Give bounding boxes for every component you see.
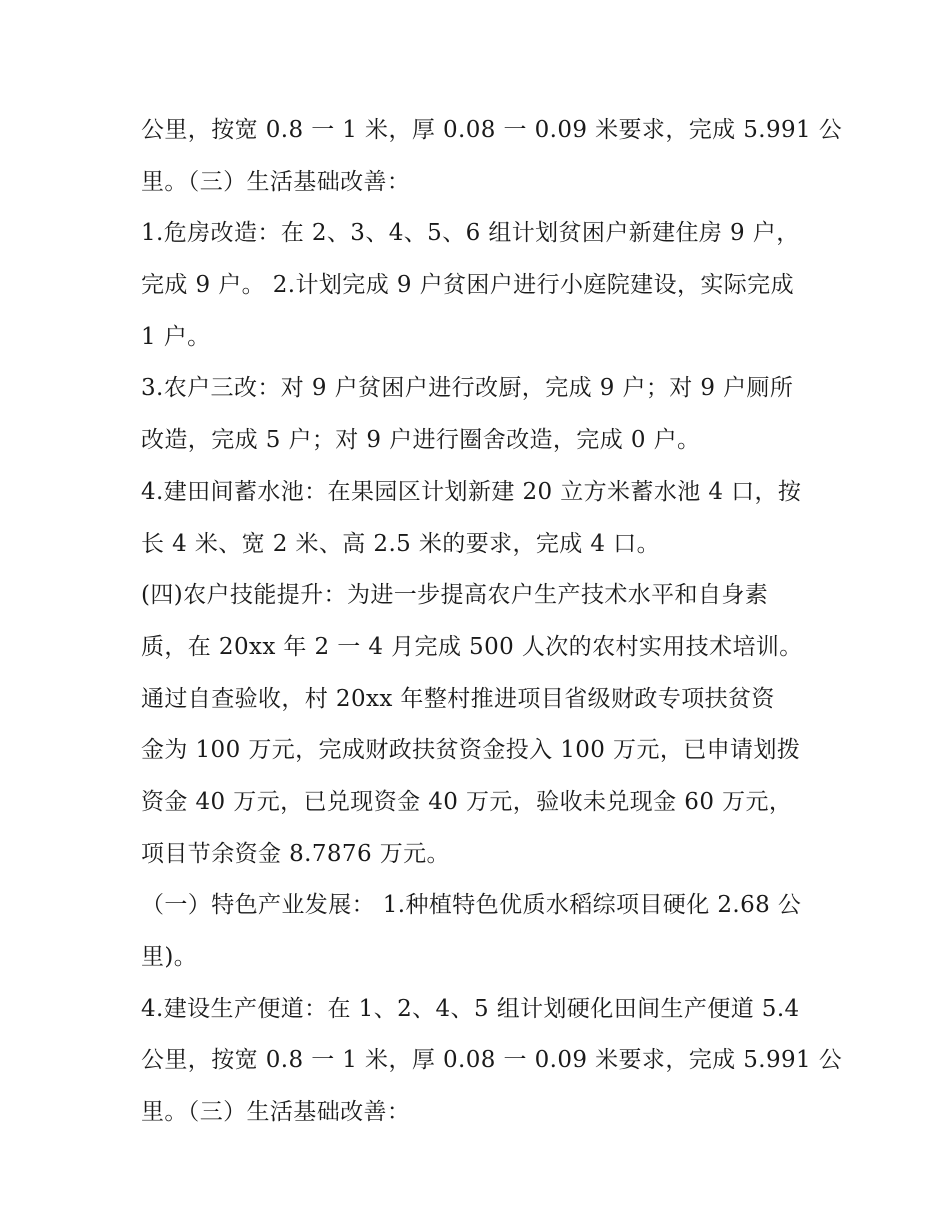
text-line: 里。（三）生活基础改善：	[141, 1099, 411, 1126]
text-line: 改造，完成 5 户；对 9 户进行圈舍改造，完成 0 户。	[141, 427, 701, 454]
body-text	[141, 105, 841, 1139]
text-line: 1.危房改造：在 2、3、4、5、6 组计划贫困户新建住房 9 户，	[141, 220, 800, 247]
text-line: 里)。	[141, 944, 198, 970]
text-line: 4.建田间蓄水池：在果园区计划新建 20 立方米蓄水池 4 口，按	[141, 478, 802, 505]
text-line: 质，在 20xx 年 2 一 4 月完成 500 人次的农村实用技术培训。	[141, 633, 803, 660]
text-line: 项目节余资金 8.7876 万元。	[141, 840, 450, 867]
text-line: 通过自查验收，村 20xx 年整村推进项目省级财政专项扶贫资	[141, 685, 775, 712]
text-line: 3.农户三改：对 9 户贫困户进行改厨，完成 9 户；对 9 户厕所	[141, 375, 794, 402]
text-line: 公里，按宽 0.8 一 1 米，厚 0.08 一 0.09 米要求，完成 5.991 公	[141, 117, 843, 143]
text-line: 完成 9 户。 2.计划完成 9 户贫困户进行小庭院建设，实际完成	[141, 272, 794, 299]
text-line: 里。（三）生活基础改善：	[141, 168, 411, 195]
text-line: 1 户。	[141, 323, 211, 350]
text-line: 公里，按宽 0.8 一 1 米，厚 0.08 一 0.09 米要求，完成 5.991 公	[141, 1047, 843, 1074]
text-line: 4.建设生产便道：在 1、2、4、5 组计划硬化田间生产便道 5.4	[141, 995, 800, 1022]
text-line: 金为 100 万元，完成财政扶贫资金投入 100 万元，已申请划拨	[141, 737, 801, 764]
text-line: （一）特色产业发展： 1.种植特色优质水稻综项目硬化 2.68 公	[141, 892, 802, 919]
text-line: 资金 40 万元，已兑现资金 40 万元，验收未兑现金 60 万元，	[141, 788, 793, 815]
text-line: 长 4 米、宽 2 米、高 2.5 米的要求，完成 4 口。	[141, 530, 660, 557]
text-line: (四)农户技能提升：为进一步提高农户生产技术水平和自身素	[141, 582, 769, 609]
